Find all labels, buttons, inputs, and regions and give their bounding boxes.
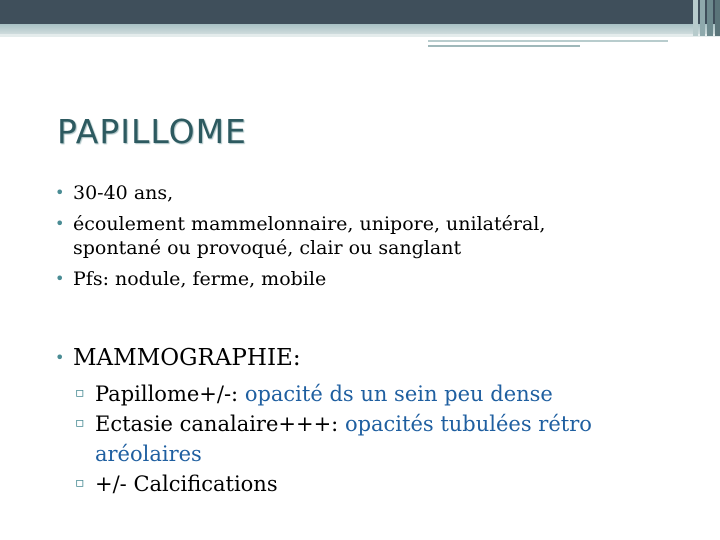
accent-line-short <box>428 45 580 47</box>
corner-stripe <box>707 0 713 36</box>
accent-line <box>428 40 668 42</box>
header-band-lower <box>0 34 720 37</box>
bullet-icon: • <box>55 348 65 367</box>
corner-stripe <box>715 0 720 36</box>
list-item <box>55 181 695 205</box>
header-band <box>0 24 720 34</box>
item-label: +/- Calcifications <box>95 472 278 496</box>
list-item <box>55 267 695 291</box>
list-item <box>55 212 695 260</box>
mammography-heading <box>55 343 695 373</box>
square-bullet-icon: ▫ <box>75 475 85 491</box>
corner-stripe <box>700 0 705 36</box>
header-bar <box>0 0 720 24</box>
corner-stripe <box>693 0 698 36</box>
bullet-icon: • <box>55 269 65 288</box>
item-label: Papillome+/-: <box>95 382 245 406</box>
bullet-icon: • <box>55 183 65 202</box>
item-label: Ectasie canalaire+++: <box>95 412 345 436</box>
mammography-heading-text: MAMMOGRAPHIE: <box>73 345 301 371</box>
bullet-icon: • <box>55 214 65 233</box>
slide-title: PAPILLOME <box>57 112 247 151</box>
square-bullet-icon: ▫ <box>75 385 85 401</box>
square-bullet-icon: ▫ <box>75 415 85 431</box>
sub-bullet-list <box>75 379 695 499</box>
list-item <box>75 379 695 409</box>
bullet-text: Pfs: nodule, ferme, mobile <box>73 268 327 290</box>
mammography-section <box>55 343 695 499</box>
bullet-text: 30-40 ans, <box>73 182 174 204</box>
bullet-list <box>55 181 695 291</box>
item-detail: opacité ds un sein peu dense <box>244 382 553 406</box>
bullet-text: écoulement mammelonnaire, unipore, unilatéral, <box>73 213 546 235</box>
item-detail-continued: aréolaires <box>95 442 202 466</box>
list-item <box>75 469 695 499</box>
list-item <box>75 409 695 469</box>
bullet-text-continued: spontané ou provoqué, clair ou sanglant <box>73 237 462 259</box>
item-detail: opacités tubulées rétro <box>344 412 592 436</box>
